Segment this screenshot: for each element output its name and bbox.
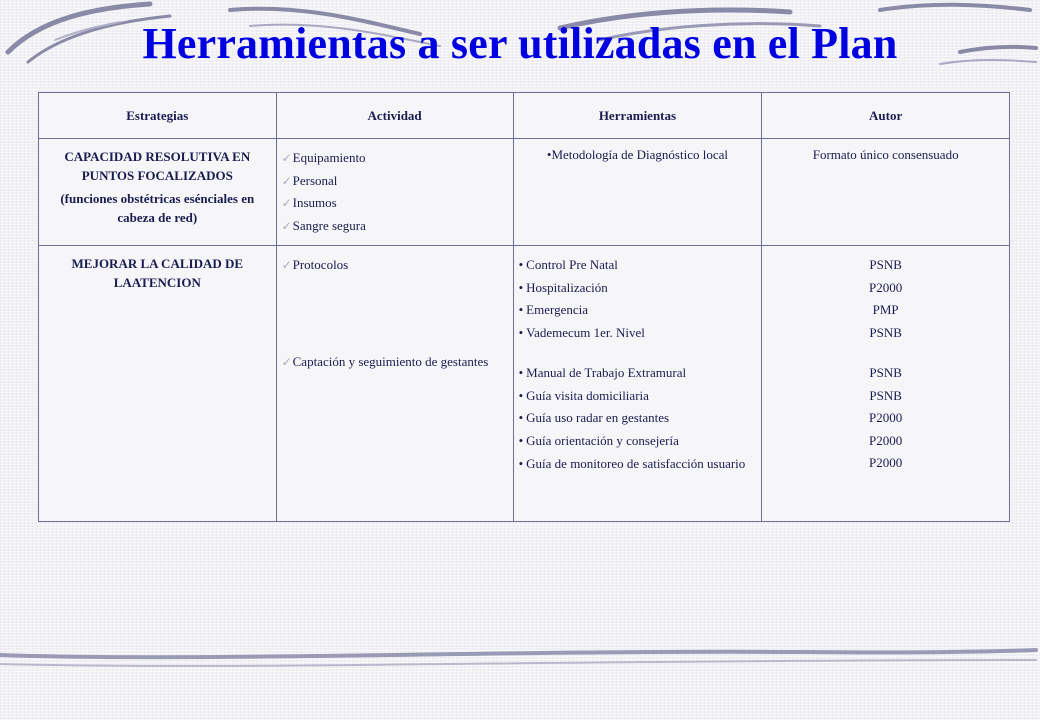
- checkmark-icon: ✓: [281, 354, 292, 369]
- page-title: Herramientas a ser utilizadas en el Plan: [142, 19, 898, 68]
- strategy-cell: [39, 139, 277, 246]
- checkmark-icon: ✓: [281, 258, 292, 272]
- list-item: ✓Sangre segura: [281, 217, 366, 233]
- table-row: [39, 246, 1010, 522]
- author-item: P2000: [869, 279, 903, 295]
- activity-cell: [276, 246, 513, 522]
- table-header-row: [39, 93, 1010, 139]
- list-item: • Guía visita domiciliaria: [518, 387, 649, 403]
- list-item: • Emergencia: [518, 302, 588, 317]
- header-autor: Autor: [762, 93, 1010, 139]
- strategy-title: MEJORAR LA CALIDAD DE LAATENCION: [71, 256, 244, 290]
- strategy-subtitle: (funciones obstétricas esénciales en cabeza de red): [60, 191, 255, 225]
- list-item: • Guía uso radar en gestantes: [518, 410, 670, 425]
- bullet-icon: •: [518, 410, 524, 425]
- list-item: ✓Insumos: [281, 195, 337, 210]
- list-item: • Control Pre Natal: [518, 257, 618, 272]
- tools-cell: [513, 139, 762, 246]
- checkmark-icon: ✓: [281, 151, 292, 165]
- list-item: •Metodología de Diagnóstico local: [546, 147, 728, 162]
- bullet-icon: •: [518, 279, 524, 295]
- list-item: • Vademecum 1er. Nivel: [518, 324, 645, 340]
- list-item: • Manual de Trabajo Extramural: [518, 365, 687, 380]
- author-cell: [762, 246, 1010, 522]
- author-item: PSNB: [869, 387, 902, 403]
- author-item: PSNB: [869, 324, 902, 340]
- bullet-icon: •: [518, 257, 524, 272]
- author-item: P2000: [869, 455, 903, 470]
- bullet-icon: •: [518, 302, 524, 317]
- strategy-title: CAPACIDAD RESOLUTIVA EN PUNTOS FOCALIZADOS: [64, 149, 251, 183]
- tools-table: [38, 92, 1010, 522]
- header-herramientas: Herramientas: [513, 93, 762, 139]
- bullet-icon: •: [518, 432, 524, 448]
- header-actividad: Actividad: [276, 93, 513, 139]
- list-item: • Guía orientación y consejería: [518, 432, 679, 448]
- list-item: • Hospitalización: [518, 279, 608, 295]
- author-item: Formato único consensuado: [812, 147, 959, 162]
- author-item: P2000: [869, 410, 903, 425]
- bullet-icon: •: [518, 365, 524, 380]
- bullet-icon: •: [518, 387, 524, 403]
- author-cell: [762, 139, 1010, 246]
- checkmark-icon: ✓: [281, 173, 292, 188]
- list-item: ✓Personal: [281, 172, 338, 188]
- strategy-cell: [39, 246, 277, 522]
- list-item: ✓Equipamiento: [281, 150, 366, 165]
- checkmark-icon: ✓: [281, 196, 292, 210]
- bullet-icon: •: [546, 147, 552, 162]
- author-item: P2000: [869, 432, 903, 448]
- list-item: ✓Protocolos: [281, 257, 349, 272]
- author-item: PSNB: [869, 365, 902, 380]
- header-estrategias: Estrategias: [39, 93, 277, 139]
- bullet-icon: •: [518, 324, 524, 340]
- list-item: ✓Captación y seguimiento de gestantes: [281, 353, 489, 369]
- activity-cell: [276, 139, 513, 246]
- table-row: [39, 139, 1010, 246]
- checkmark-icon: ✓: [281, 218, 292, 233]
- list-item: • Guía de monitoreo de satisfacción usuario: [518, 456, 746, 471]
- author-item: PMP: [872, 302, 899, 317]
- tools-cell: [513, 246, 762, 522]
- bullet-icon: •: [518, 456, 524, 471]
- author-item: PSNB: [869, 257, 902, 272]
